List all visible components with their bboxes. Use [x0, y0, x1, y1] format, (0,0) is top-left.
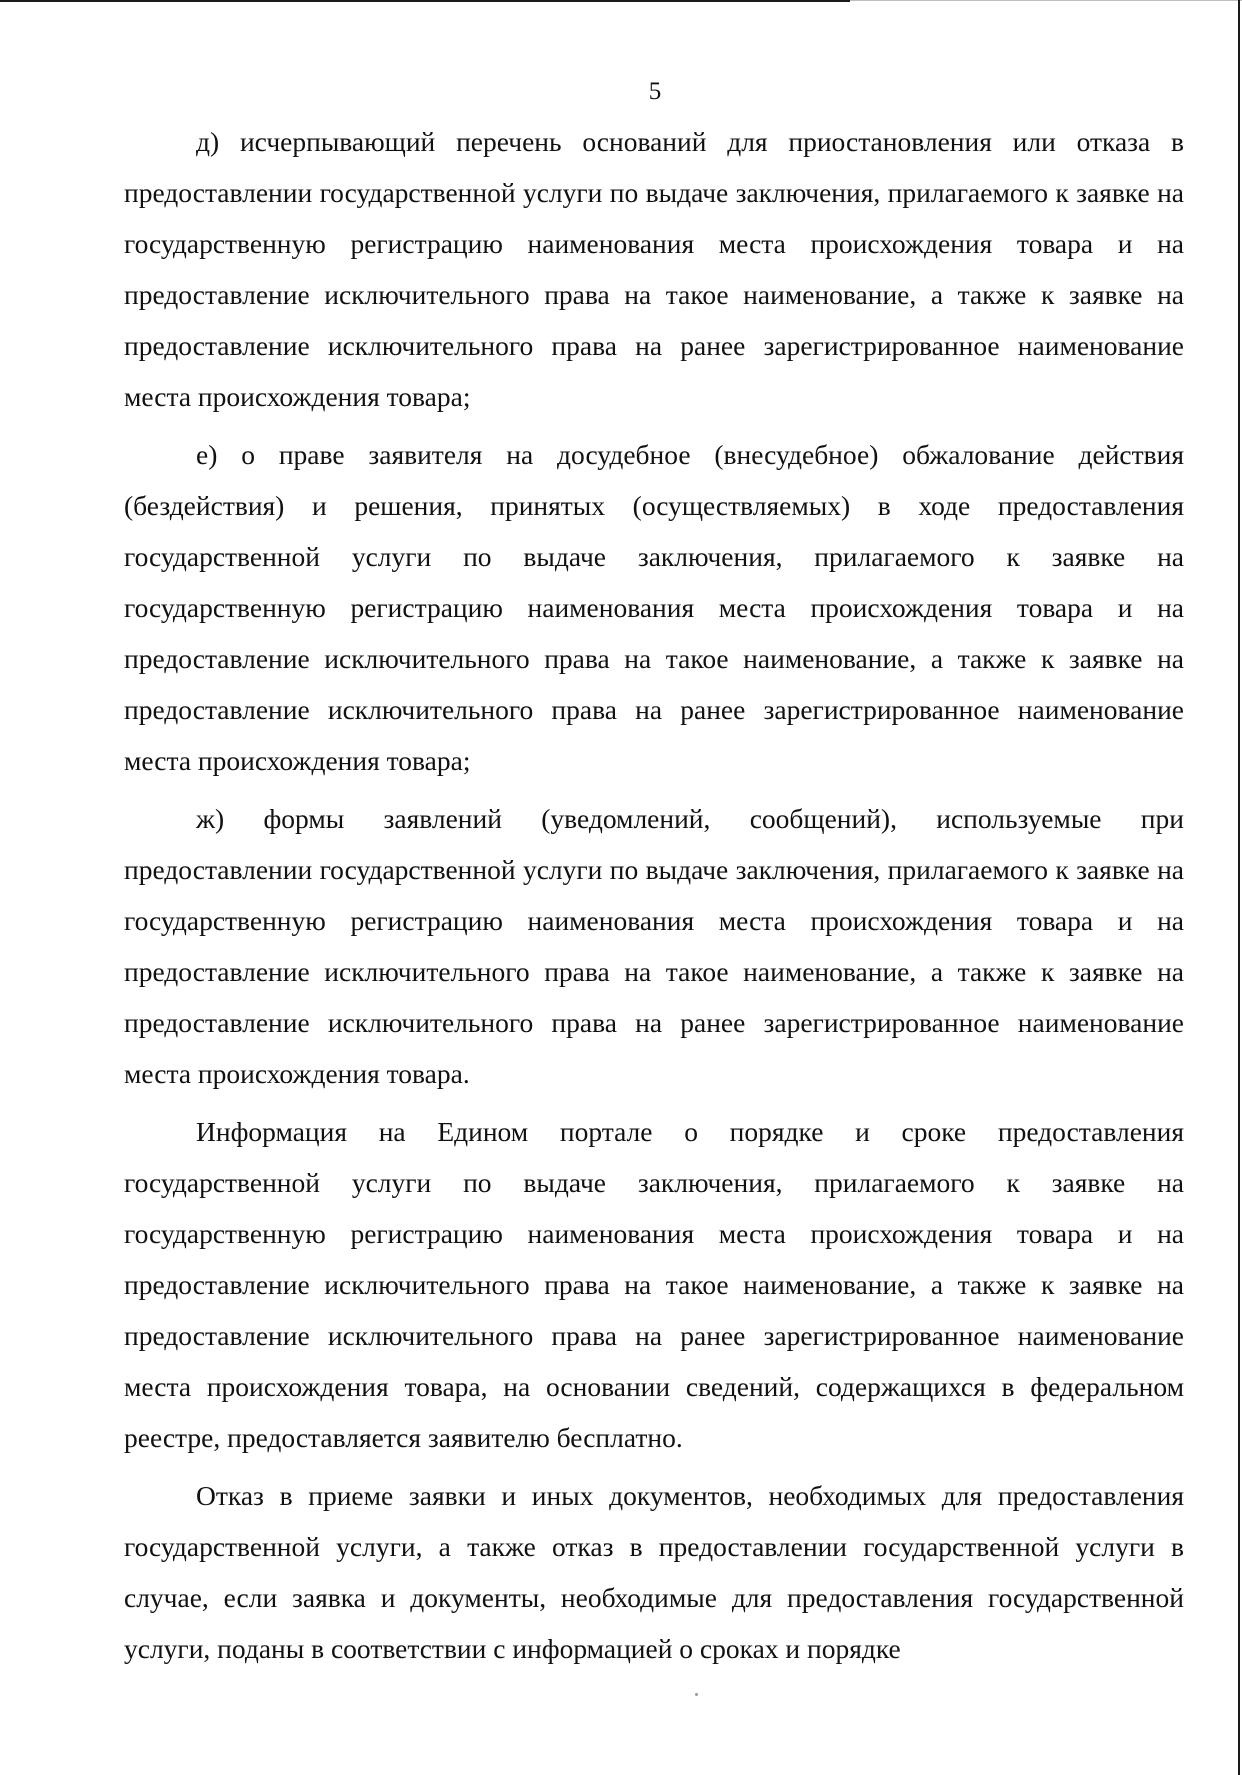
page-number: 5: [648, 78, 662, 105]
scan-edge-top-faint: [850, 0, 1242, 1]
paragraph-d-grounds-for-refusal: д) исчерпывающий перечень оснований для приостановления или отказа в предоставлении государственной услуги по выдаче заключения, прилагаемого к заявке на государственную регистрацию наименования места происхождения товара и на предоставление исключительного права на такое наименование, а также к заявке на предоставление исключительного права на ранее зарегистрированное наименование места происхождения товара;: [124, 126, 1184, 412]
paragraph-zh-application-forms: ж) формы заявлений (уведомлений, сообщений), используемые при предоставлении государственной услуги по выдаче заключения, прилагаемого к заявке на государственную регистрацию наименования места происхождения товара и на предоставление исключительного права на такое наименование, а также к заявке на предоставление исключительного права на ранее зарегистрированное наименование места происхождения товара.: [124, 803, 1184, 1089]
scan-edge-right: [1238, 0, 1240, 1775]
paragraph-e-right-to-appeal: е) о праве заявителя на досудебное (внесудебное) обжалование действия (бездействия) и решения, принятых (осуществляемых) в ходе предоставления государственной услуги по выдаче заключения, прилагаемого к заявке на государственную регистрацию наименования места происхождения товара и на предоставление исключительного права на такое наименование, а также к заявке на предоставление исключительного права на ранее зарегистрированное наименование места происхождения товара;: [124, 439, 1184, 776]
scan-speck: [695, 1693, 698, 1696]
paragraph-refusal-of-acceptance: Отказ в приеме заявки и иных документов, необходимых для предоставления государственной услуги, а также отказ в предоставлении государственной услуги в случае, если заявка и документы, необходимые для предоставления государственной услуги, поданы в соответствии с информацией о сроках и порядке: [124, 1480, 1184, 1664]
scan-edge-top: [0, 0, 850, 2]
paragraph-portal-information: Информация на Едином портале о порядке и сроке предоставления государственной услуги по выдаче заключения, прилагаемого к заявке на государственную регистрацию наименования места происхождения товара и на предоставление исключительного права на такое наименование, а также к заявке на предоставление исключительного права на ранее зарегистрированное наименование места происхождения товара, на основании сведений, содержащихся в федеральном реестре, предоставляется заявителю бесплатно.: [124, 1116, 1184, 1453]
document-body: [124, 116, 1184, 1674]
